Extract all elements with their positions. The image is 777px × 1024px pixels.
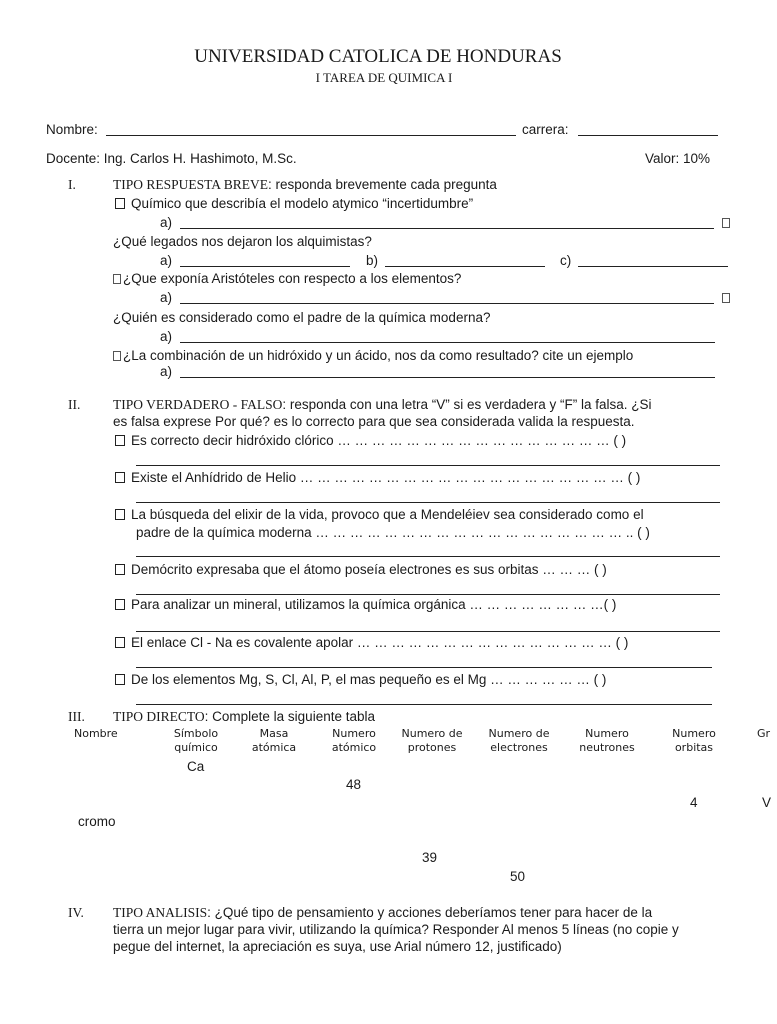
tf-answer-field[interactable] [136, 594, 720, 595]
tf-item [115, 470, 640, 485]
nombre-label: Nombre: [46, 122, 98, 137]
col-header-simbolo: Símbolo químico [173, 727, 219, 754]
cell-ca: Ca [187, 759, 205, 774]
cell-50: 50 [510, 869, 526, 884]
section4-line1 [113, 905, 652, 921]
q1-answer-label: a) [160, 215, 173, 230]
q3 [113, 271, 461, 286]
section1-heading: TIPO RESPUESTA BREVE [113, 177, 268, 192]
section3-heading: TIPO DIRECTO [113, 709, 205, 724]
q5 [113, 348, 633, 363]
assignment-subtitle: I TAREA DE QUIMICA I [315, 70, 453, 85]
section1-heading-line [113, 177, 497, 193]
col-header-grupo: Gr [757, 727, 771, 740]
q1 [115, 196, 473, 211]
tf-item-continuation: padre de la química moderna … … … … … … … … … … … … … … … … … … .. ( ) [136, 525, 650, 540]
col-header-protones: Numero de protones [401, 727, 463, 754]
cell-48: 48 [346, 777, 362, 792]
tf-answer-field[interactable] [136, 556, 720, 557]
col-header-neutrones: Numero neutrones [579, 727, 635, 754]
checkbox-icon [115, 472, 125, 483]
section4-text-2: tierra un mejor lugar para vivir, utilizando la química? Responder Al menos 5 líneas (no copie y [113, 922, 679, 937]
valor-text: Valor: 10% [645, 151, 711, 166]
cell-cromo: cromo [78, 814, 116, 829]
bullet-icon [722, 293, 730, 303]
tf-item [115, 507, 644, 522]
col-header-nombre: Nombre [74, 727, 118, 740]
col-header-masa: Masa atómica [251, 727, 297, 754]
q2-answer-b-label: b) [366, 253, 379, 268]
q3-answer-field[interactable] [180, 303, 714, 304]
section1-instruction: : responda brevemente cada pregunta [267, 177, 497, 192]
university-title: UNIVERSIDAD CATOLICA DE HONDURAS [194, 46, 562, 67]
section4-text-1: : ¿Qué tipo de pensamiento y acciones deberíamos tener para hacer de la [207, 905, 653, 920]
tf-answer-field[interactable] [136, 667, 712, 668]
tf-item [115, 597, 616, 612]
section2-heading-line [113, 397, 652, 413]
checkbox-icon [115, 435, 125, 446]
q1-text: Químico que describía el modelo atymico “incertidumbre” [131, 196, 474, 211]
col-header-numero-atomico: Numero atómico [331, 727, 377, 754]
col-header-orbitas: Numero orbitas [672, 727, 716, 754]
checkbox-icon [115, 564, 125, 575]
docente-text: Docente: Ing. Carlos H. Hashimoto, M.Sc. [46, 151, 297, 166]
q5-answer-field[interactable] [180, 377, 715, 378]
section2-instruction-2: es falsa exprese Por qué? es lo correcto para que sea considerada valida la respuesta. [113, 414, 635, 429]
checkbox-icon [115, 599, 125, 610]
q5-text: ¿La combinación de un hidróxido y un ácido, nos da como resultado? cite un ejemplo [123, 348, 634, 363]
q1-answer-field[interactable] [180, 228, 714, 229]
section4-text-3: pegue del internet, la apreciación es suya, use Arial número 12, justificado) [113, 939, 562, 954]
q2-answer-a-field[interactable] [180, 266, 350, 267]
tf-answer-field[interactable] [136, 502, 720, 503]
tf-item-text: El enlace Cl - Na es covalente apolar … … … … … … … … … … … … … … … ( ) [131, 635, 629, 650]
tf-item-text: La búsqueda del elixir de la vida, provoco que a Mendeléiev sea considerado como el [131, 507, 644, 522]
q2-answer-a-label: a) [160, 253, 173, 268]
checkbox-icon [115, 509, 125, 520]
carrera-label: carrera: [522, 122, 569, 137]
section3-heading-line [113, 709, 375, 725]
tf-answer-field[interactable] [136, 704, 712, 705]
tf-item [115, 672, 606, 687]
tf-item [115, 635, 628, 650]
tf-item-text: Demócrito expresaba que el átomo poseía electrones es sus orbitas … … … ( ) [131, 562, 607, 577]
cell-39: 39 [422, 850, 438, 865]
col-header-electrones: Numero de electrones [488, 727, 550, 754]
tf-item-text: De los elementos Mg, S, Cl, Al, P, el mas pequeño es el Mg … … … … … … ( ) [131, 672, 607, 687]
tf-item [115, 433, 626, 448]
section1-numeral: I. [68, 177, 76, 192]
section2-numeral: II. [68, 397, 81, 412]
q3-text: ¿Que exponía Aristóteles con respecto a los elementos? [123, 271, 462, 286]
checkbox-icon [115, 198, 125, 209]
bullet-icon [722, 218, 730, 228]
section3-instruction: : Complete la siguiente tabla [204, 709, 375, 724]
section2-heading: TIPO VERDADERO - FALSO [113, 397, 283, 412]
tf-item-text: Existe el Anhídrido de Helio … … … … … … … … … … … … … … … … … … … ( ) [131, 470, 641, 485]
tf-item-text: Es correcto decir hidróxido clórico … … … … … … … … … … … … … … … … ( ) [131, 433, 627, 448]
q5-answer-label: a) [160, 364, 173, 379]
q2-answer-c-label: c) [560, 253, 572, 268]
checkbox-icon [115, 637, 125, 648]
nombre-field[interactable] [106, 135, 516, 136]
checkbox-icon [115, 674, 125, 685]
bullet-icon [113, 351, 121, 361]
carrera-field[interactable] [578, 135, 718, 136]
q2-answer-b-field[interactable] [385, 266, 545, 267]
tf-item [115, 562, 607, 577]
q2-text: ¿Qué legados nos dejaron los alquimistas? [113, 234, 372, 249]
q4-text: ¿Quién es considerado como el padre de la química moderna? [113, 310, 491, 325]
section2-instruction: : responda con una letra “V” si es verdadera y “F” la falsa. ¿Si [282, 397, 652, 412]
cell-v: V [762, 795, 772, 810]
tf-answer-field[interactable] [136, 631, 720, 632]
section4-heading: TIPO ANALISIS [113, 905, 208, 920]
q3-answer-label: a) [160, 290, 173, 305]
bullet-icon [113, 274, 121, 284]
section4-numeral: IV. [68, 905, 84, 920]
section3-numeral: III. [68, 709, 85, 724]
q4-answer-field[interactable] [180, 342, 715, 343]
tf-answer-field[interactable] [136, 465, 720, 466]
tf-item-text: Para analizar un mineral, utilizamos la química orgánica … … … … … … … …( ) [131, 597, 617, 612]
cell-4: 4 [690, 795, 698, 810]
q2-answer-c-field[interactable] [578, 266, 728, 267]
q4-answer-label: a) [160, 329, 173, 344]
